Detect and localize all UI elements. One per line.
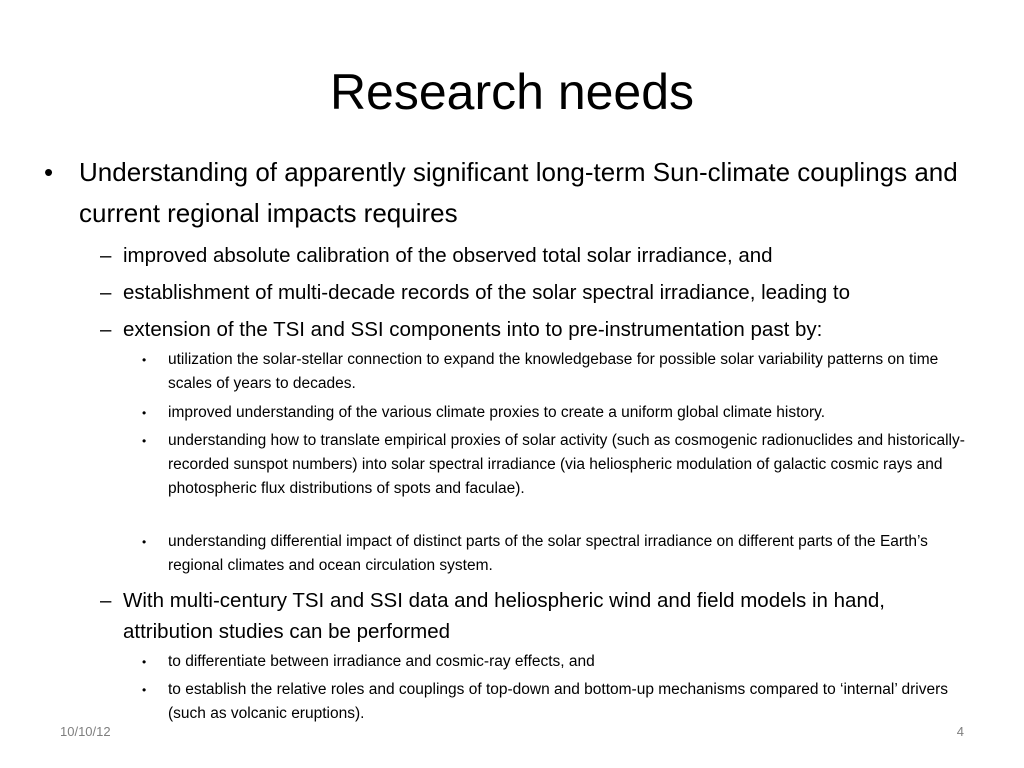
bullet-marker: • — [142, 683, 147, 697]
bullet-text: understanding differential impact of distinct parts of the solar spectral irradiance on different parts of the Earth’s regional climates and ocean circulation system. — [168, 533, 928, 574]
bullet-text: utilization the solar-stellar connection to expand the knowledgebase for possible solar variability patterns on time scales of years to decades. — [168, 351, 939, 392]
bullet-level3 — [142, 429, 982, 501]
bullet-level3 — [142, 678, 982, 726]
dash-marker: – — [100, 244, 112, 267]
bullet-text: understanding how to translate empirical proxies of solar activity (such as cosmogenic radionuclides and historically-recorded sunspot numbers) into solar spectral irradiance (via heliospheric modulation of galactic cosmic rays and photospheric flux distributions of spots and faculae). — [168, 432, 965, 497]
bullet-level3 — [142, 348, 982, 396]
bullet-level3 — [142, 650, 982, 674]
bullet-marker: • — [142, 353, 147, 367]
bullet-marker: • — [142, 406, 147, 420]
bullet-marker: • — [142, 655, 147, 669]
bullet-level2 — [100, 314, 980, 345]
bullet-text: to differentiate between irradiance and cosmic-ray effects, and — [168, 653, 595, 670]
slide-number: 4 — [956, 724, 964, 739]
bullet-level1 — [44, 152, 974, 234]
dash-marker: – — [100, 281, 112, 304]
bullet-text: extension of the TSI and SSI components into to pre-instrumentation past by: — [123, 318, 823, 341]
bullet-text: With multi-century TSI and SSI data and heliospheric wind and field models in hand, attribution studies can be performed — [123, 589, 885, 643]
bullet-text: Understanding of apparently significant long-term Sun-climate couplings and current regional impacts requires — [79, 157, 958, 228]
dash-marker: – — [100, 318, 112, 341]
slide-title: Research needs — [329, 64, 695, 120]
dash-marker: – — [100, 589, 112, 612]
bullet-level2 — [100, 585, 980, 647]
bullet-marker: • — [44, 157, 54, 187]
bullet-level3 — [142, 530, 982, 578]
bullet-marker: • — [142, 535, 147, 549]
bullet-text: to establish the relative roles and couplings of top-down and bottom-up mechanisms compared to ‘internal’ drivers (such as volcanic eruptions). — [168, 681, 949, 722]
bullet-level2 — [100, 277, 980, 308]
bullet-level3 — [142, 401, 982, 425]
bullet-text: improved absolute calibration of the observed total solar irradiance, and — [123, 244, 773, 267]
bullet-text: establishment of multi-decade records of the solar spectral irradiance, leading to — [123, 281, 850, 304]
bullet-marker: • — [142, 434, 147, 448]
footer-date: 10/10/12 — [60, 724, 111, 739]
bullet-text: improved understanding of the various climate proxies to create a uniform global climate history. — [168, 404, 826, 421]
bullet-level2 — [100, 240, 980, 271]
